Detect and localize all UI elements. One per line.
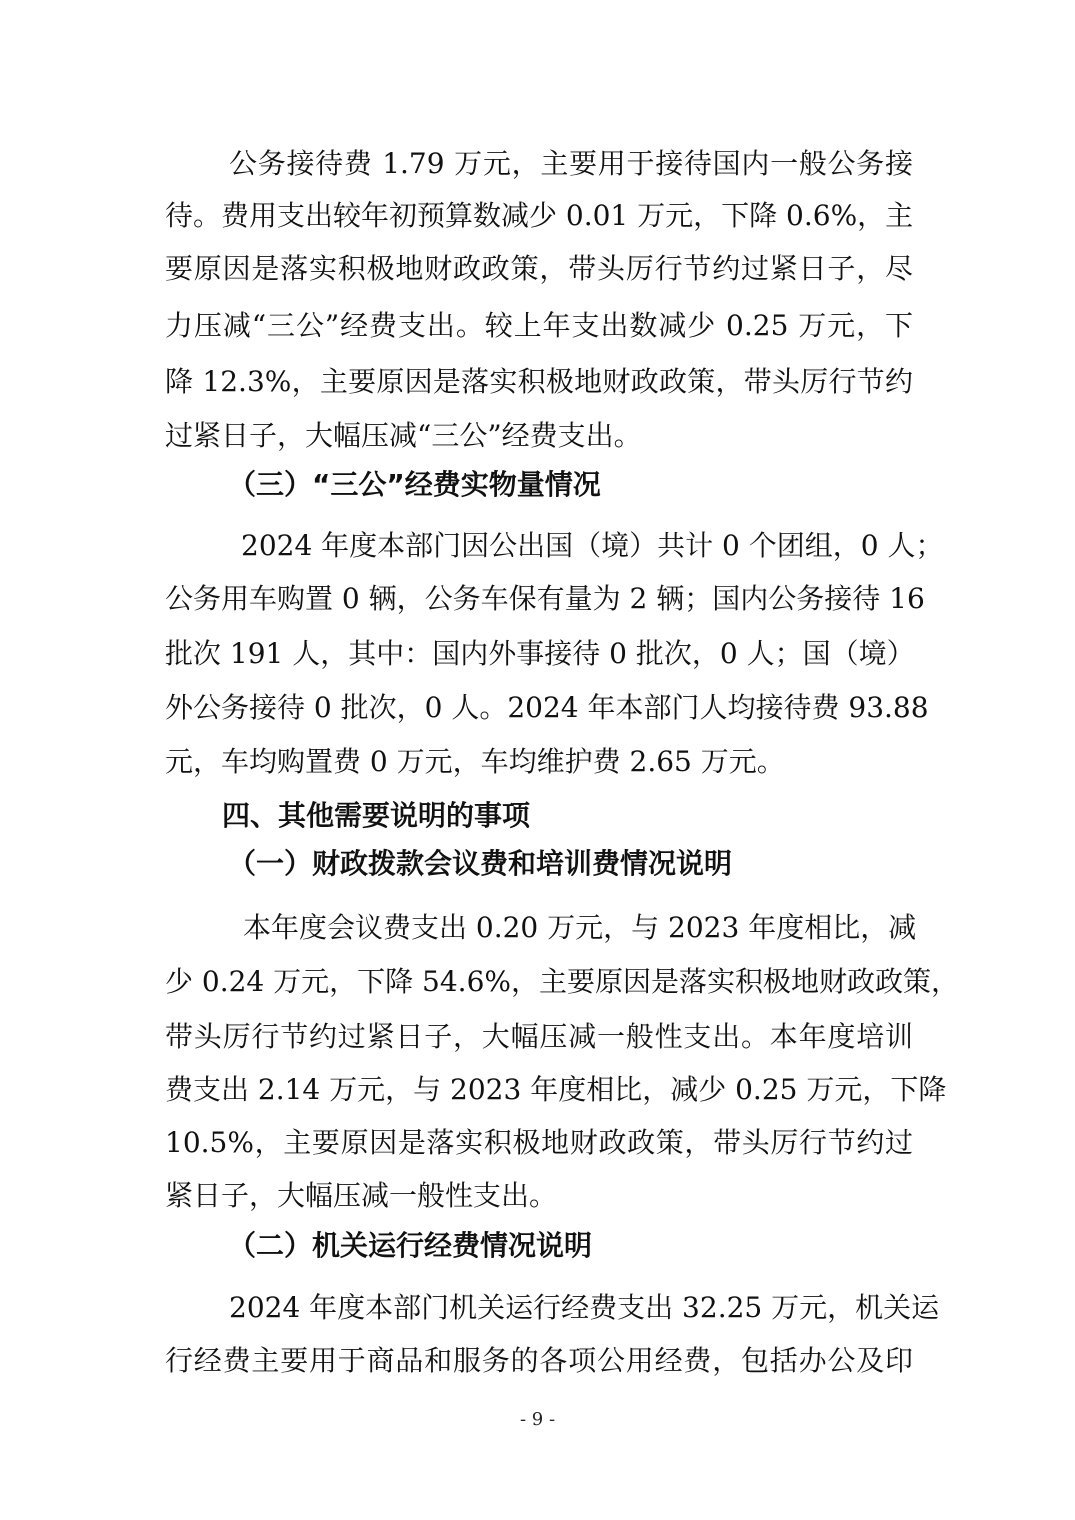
paragraph-line: 批次 191 人，其中：国内外事接待 0 批次，0 人；国（境） [165, 637, 915, 670]
paragraph-line: 带头厉行节约过紧日子，大幅压减一般性支出。本年度培训 [165, 1020, 913, 1053]
section-heading: （三）“三公”经费实物量情况 [228, 468, 601, 501]
page-number: - 9 - [519, 1409, 556, 1430]
subsection-heading: （二）机关运行经费情况说明 [228, 1229, 593, 1262]
paragraph-line: 外公务接待 0 批次，0 人。2024 年本部门人均接待费 93.88 [165, 691, 929, 724]
paragraph-line: 待。费用支出较年初预算数减少 0.01 万元，下降 0.6%，主 [165, 199, 914, 232]
paragraph-line: 10.5%，主要原因是落实积极地财政政策，带头厉行节约过 [165, 1126, 913, 1159]
subsection-heading: （一）财政拨款会议费和培训费情况说明 [228, 847, 733, 880]
paragraph-line: 过紧日子，大幅压减“三公”经费支出。 [165, 419, 642, 452]
paragraph-line: 要原因是落实积极地财政政策，带头厉行节约过紧日子，尽 [165, 252, 913, 285]
paragraph-line: 公务接待费 1.79 万元，主要用于接待国内一般公务接 [229, 147, 913, 180]
paragraph-line: 紧日子，大幅压减一般性支出。 [165, 1179, 558, 1212]
paragraph-line: 2024 年度本部门因公出国（境）共计 0 个团组，0 人； [241, 529, 944, 562]
paragraph-line: 2024 年度本部门机关运行经费支出 32.25 万元，机关运 [229, 1291, 940, 1324]
paragraph-line: 降 12.3%，主要原因是落实积极地财政政策，带头厉行节约 [165, 365, 913, 398]
paragraph-line: 行经费主要用于商品和服务的各项公用经费，包括办公及印 [165, 1344, 913, 1377]
paragraph-line: 力压减“三公”经费支出。较上年支出数减少 0.25 万元，下 [165, 309, 913, 342]
section-heading: 四、其他需要说明的事项 [222, 799, 531, 832]
paragraph-line: 元，车均购置费 0 万元，车均维护费 2.65 万元。 [165, 745, 785, 778]
paragraph-line: 费支出 2.14 万元，与 2023 年度相比，减少 0.25 万元，下降 [165, 1073, 947, 1106]
paragraph-line: 少 0.24 万元，下降 54.6%，主要原因是落实积极地财政政策， [165, 965, 959, 998]
paragraph-line: 公务用车购置 0 辆，公务车保有量为 2 辆；国内公务接待 16 [165, 582, 925, 615]
paragraph-line: 本年度会议费支出 0.20 万元，与 2023 年度相比，减 [243, 911, 917, 944]
